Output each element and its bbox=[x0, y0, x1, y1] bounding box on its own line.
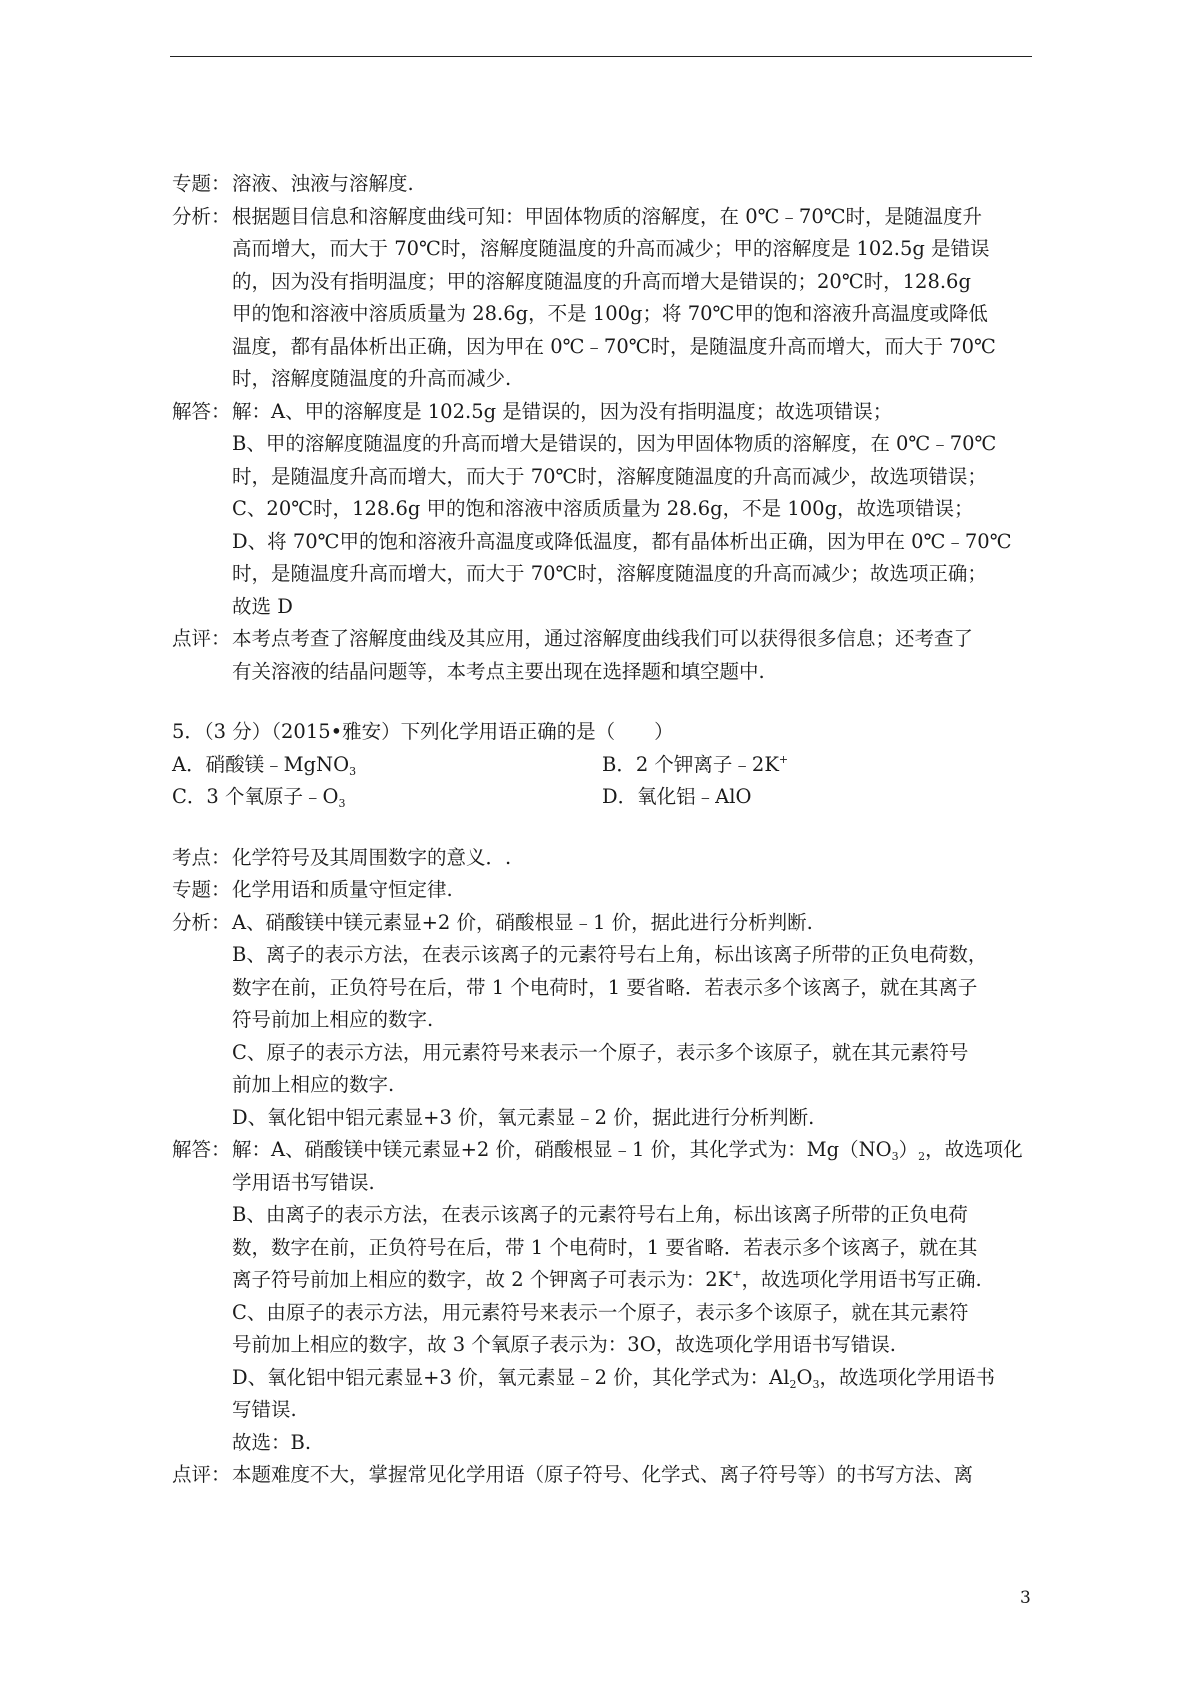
block2-jieda bbox=[172, 1134, 1032, 1459]
jieda-line: D、氧化铝中铝元素显+3 价，氧元素显﹣2 价，其化学式为：$Al_2O_3$，故选项化学用语书 bbox=[232, 1365, 996, 1391]
jieda-line: 时，是随温度升高而增大，而大于 70℃时，溶解度随温度的升高而减少；故选项正确； bbox=[232, 562, 987, 585]
label-fenxi: 分析： bbox=[172, 204, 231, 228]
block1-fenxi bbox=[172, 201, 1032, 396]
dianping-body bbox=[232, 623, 1032, 688]
fenxi-body bbox=[232, 907, 1032, 1135]
zhuanti-text: 溶液、浊液与溶解度. bbox=[232, 172, 414, 195]
page-content bbox=[172, 168, 1032, 1492]
fenxi-line: 符号前加上相应的数字. bbox=[232, 1008, 434, 1031]
fenxi-line: 前加上相应的数字. bbox=[232, 1073, 395, 1096]
jieda-line: 学用语书写错误. bbox=[232, 1170, 375, 1194]
jieda-line: C、20℃时，128.6g 甲的饱和溶液中溶质质量为 28.6g，不是 100g，故选项错误； bbox=[232, 497, 974, 520]
jieda-body bbox=[232, 1134, 1032, 1459]
fenxi-body bbox=[232, 201, 1032, 396]
option-b: B．2 个钾离子﹣2K+ bbox=[602, 752, 789, 776]
zhuanti-text: 化学用语和质量守恒定律. bbox=[232, 878, 453, 901]
dianping-line: 本考点考查了溶解度曲线及其应用，通过溶解度曲线我们可以获得很多信息；还考查了 bbox=[232, 627, 974, 650]
question5-stem: 5．（3 分）（2015•雅安）下列化学用语正确的是（ ） bbox=[172, 720, 674, 743]
fenxi-line: C、原子的表示方法，用元素符号来表示一个原子，表示多个该原子，就在其元素符号 bbox=[232, 1040, 969, 1064]
option-a: A．硝酸镁﹣MgNO$_3$ bbox=[172, 752, 357, 778]
label-fenxi: 分析： bbox=[172, 910, 231, 934]
label-dianping: 点评： bbox=[172, 1463, 231, 1486]
jieda-line: 写错误. bbox=[232, 1398, 297, 1421]
label-jieda: 解答： bbox=[172, 1138, 231, 1161]
dianping-line: 有关溶液的结晶问题等，本考点主要出现在选择题和填空题中. bbox=[232, 659, 765, 683]
fenxi-line: B、离子的表示方法，在表示该离子的元素符号右上角，标出该离子所带的正负电荷数， bbox=[232, 943, 988, 966]
jieda-line: B、由离子的表示方法，在表示该离子的元素符号右上角，标出该离子所带的正负电荷 bbox=[232, 1203, 968, 1226]
jieda-body bbox=[232, 396, 1032, 624]
dianping-text: 本题难度不大，掌握常见化学用语（原子符号、化学式、离子符号等）的书写方法、离 bbox=[232, 1463, 974, 1486]
jieda-line: 离子符号前加上相应的数字，故 2 个钾离子可表示为：2K+，故选项化学用语书写正确. bbox=[232, 1268, 982, 1291]
jieda-line: D、将 70℃甲的饱和溶液升高温度或降低温度，都有晶体析出正确，因为甲在 0℃﹣70℃ bbox=[232, 529, 1012, 553]
fenxi-line: 数字在前，正负符号在后，带 1 个电荷时，1 要省略．若表示多个该离子，就在其离子 bbox=[232, 975, 978, 999]
fenxi-line: 根据题目信息和溶解度曲线可知：甲固体物质的溶解度，在 0℃﹣70℃时，是随温度升 bbox=[232, 204, 983, 228]
block1-dianping bbox=[172, 623, 1032, 688]
jieda-line: B、甲的溶解度随温度的升高而增大是错误的，因为甲固体物质的溶解度，在 0℃﹣70℃ bbox=[232, 432, 997, 455]
label-kaodian: 考点： bbox=[172, 845, 231, 869]
fenxi-line: 的，因为没有指明温度；甲的溶解度随温度的升高而增大是错误的；20℃时，128.6g bbox=[232, 269, 971, 293]
jieda-line: 号前加上相应的数字，故 3 个氧原子表示为：3O，故选项化学用语书写错误. bbox=[232, 1333, 896, 1356]
option-c: C．3 个氧原子$﹣O_3$ bbox=[172, 785, 346, 810]
label-jieda: 解答： bbox=[172, 399, 231, 423]
jieda-line: 解：A、甲的溶解度是 102.5g 是错误的，因为没有指明温度；故选项错误； bbox=[232, 399, 893, 423]
question5-options bbox=[172, 749, 1032, 814]
option-d: D．氧化铝﹣AlO bbox=[602, 785, 752, 808]
kaodian-text: 化学符号及其周围数字的意义．. bbox=[232, 845, 512, 869]
fenxi-line: 温度，都有晶体析出正确，因为甲在 0℃﹣70℃时，是随温度升高而增大，而大于 70℃ bbox=[232, 334, 996, 358]
fenxi-line: A、硝酸镁中镁元素显+2 价，硝酸根显﹣1 价，据此进行分析判断. bbox=[232, 910, 813, 934]
jieda-line: 故选：B. bbox=[232, 1430, 312, 1454]
block2-zhuanti bbox=[172, 874, 1032, 907]
jieda-line: 解：A、硝酸镁中镁元素显+2 价，硝酸根显﹣1 价，其化学式为：$Mg(NO_3)_2$，故选项化 bbox=[232, 1138, 1023, 1163]
page-number: 3 bbox=[1020, 1588, 1031, 1608]
jieda-line: C、由原子的表示方法，用元素符号来表示一个原子，表示多个该原子，就在其元素符 bbox=[232, 1300, 969, 1324]
jieda-line: 时，是随温度升高而增大，而大于 70℃时，溶解度随温度的升高而减少，故选项错误； bbox=[232, 464, 987, 488]
block1-jieda bbox=[172, 396, 1032, 624]
header-rule bbox=[170, 56, 1032, 57]
block2-dianping bbox=[172, 1459, 1032, 1492]
fenxi-line: 时，溶解度随温度的升高而减少. bbox=[232, 367, 512, 390]
block1-zhuanti bbox=[172, 168, 1032, 201]
jieda-line: 故选 D bbox=[232, 594, 293, 618]
block2-fenxi bbox=[172, 907, 1032, 1135]
fenxi-line: 高而增大，而大于 70℃时，溶解度随温度的升高而减少；甲的溶解度是 102.5g 是错误 bbox=[232, 237, 990, 260]
fenxi-line: D、氧化铝中铝元素显+3 价，氧元素显﹣2 价，据此进行分析判断. bbox=[232, 1105, 815, 1129]
fenxi-line: 甲的饱和溶液中溶质质量为 28.6g，不是 100g；将 70℃甲的饱和溶液升高温度或降低 bbox=[232, 302, 988, 325]
label-zhuanti: 专题： bbox=[172, 878, 231, 901]
block2-kaodian bbox=[172, 842, 1032, 875]
label-dianping: 点评： bbox=[172, 627, 231, 650]
label-zhuanti: 专题： bbox=[172, 172, 231, 195]
jieda-line: 数，数字在前，正负符号在后，带 1 个电荷时，1 要省略．若表示多个该离子，就在其 bbox=[232, 1235, 978, 1259]
